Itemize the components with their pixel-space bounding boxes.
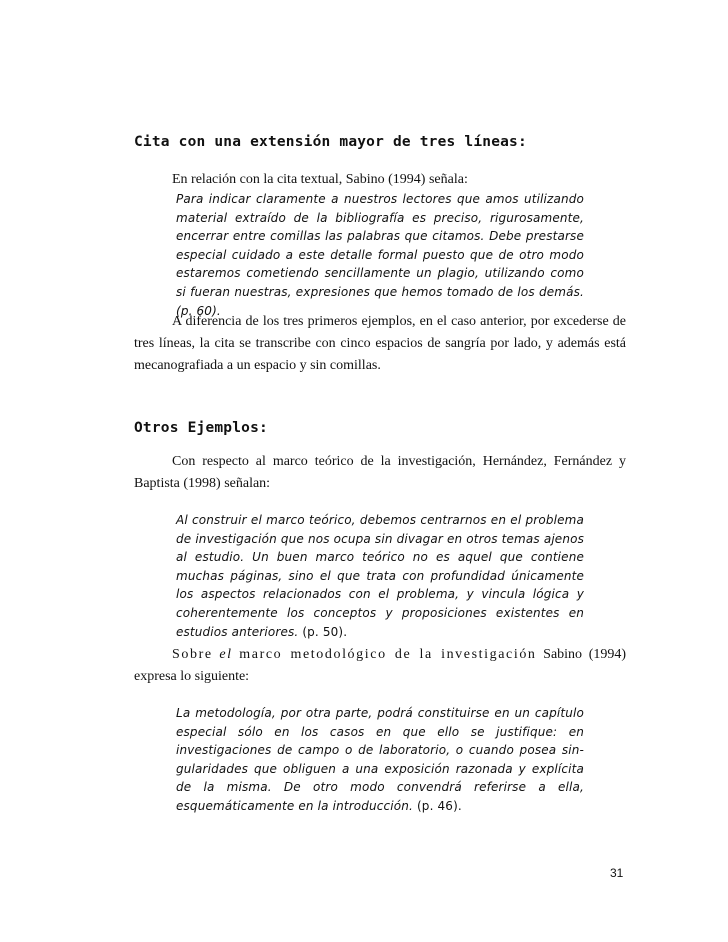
block-quote-hernandez [176,511,584,641]
section-heading-other-examples: Otros Ejemplos: [134,420,268,436]
page-number: 31 [610,866,624,880]
section-heading-long-quote: Cita con una extensión mayor de tres líneas: [134,134,527,150]
intro-paragraph-hernandez: Con respecto al marco teórico de la investigación, Hernández, Fernández y Baptista (1998) señalan: [134,454,626,491]
quote-text: La metodología, por otra parte, podrá constituirse en un capítulo especial sólo en los casos en que ello se justifique: en investigaciones de campo o de laboratorio, o cuando posea sin-gularidades que obliguen a una exposición razonada y explícita de la misma. De otro modo convendrá referirse a ella, esquemáticamente en la introducción. [176,706,584,813]
intro-paragraph-sabino: En relación con la cita textual, Sabino (1994) señala: [172,172,468,187]
block-quote-sabino: Para indicar claramente a nuestros lectores que amos utilizando material extraído de la bibliografía es preciso, rigurosamente, encerrar entre comillas las palabras que citamos. Debe prestarse especial cuidado a este detalle formal puesto que de otro modo estaremos cometiendo sencillamente un plagio, utilizando como si fueran nuestras, expresiones que hemos tomado de los demás. (p. 60). [176,192,584,318]
intro-paragraph-methodology [134,644,626,688]
quote-reference: (p. 46). [416,798,462,813]
intro-rest: Sabino (1994) expresa lo siguiente: [134,647,627,684]
block-quote-methodology [176,704,584,816]
quote-text: Al construir el marco teórico, debemos centrarnos en el problema de investigación que nos ocupa sin divagar en otros temas ajenos al estudio. Un buen marco teórico no es aquel que contiene muchas páginas, sino el que trata con profundidad únicamente los aspectos relacionados con el problema, y vincula lógica y coherentemente los conceptos y proposiciones existentes en estudios anteriores. [176,513,584,639]
intro-phrase-marco: marco metodológico de la investigación [239,647,537,662]
explanation-paragraph: A diferencia de los tres primeros ejemplos, en el caso anterior, por excederse de tres líneas, la cita se transcribe con cinco espacios de sangría por lado, y además está mecanografiada a un espacio y sin comillas. [134,314,626,373]
quote-reference: (p. 50). [302,624,348,639]
intro-word-el: el [219,647,233,662]
intro-word-sobre: Sobre [172,647,213,662]
